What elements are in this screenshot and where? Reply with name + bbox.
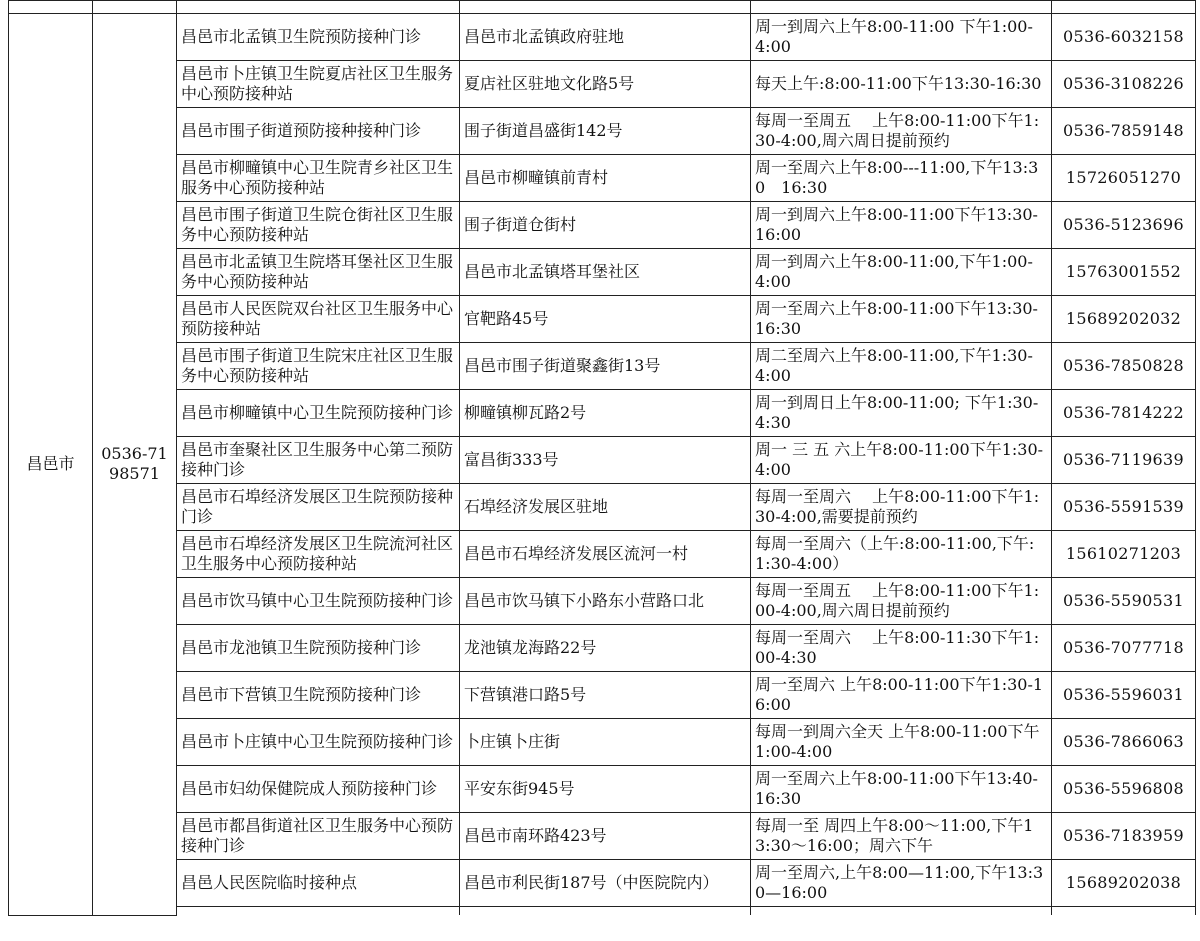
table-row [9,61,1196,108]
site-hours-cell: 周一至周六,上午8:00—11:00,下午13:30—16:00 [751,860,1052,907]
hotline-cell: 0536-7198571 [93,14,177,916]
site-hours-cell: 周一至周六 上午8:00-11:00下午1:30-16:00 [751,672,1052,719]
site-hours-cell: 周一到周日上午8:00-11:00; 下午1:30-4:30 [751,390,1052,437]
site-name-cell: 昌邑市北孟镇卫生院预防接种门诊 [177,14,460,61]
site-address-cell: 石埠经济发展区驻地 [460,484,751,531]
site-hours-cell: 每周一到周六全天 上午8:00-11:00下午1:00-4:00 [751,719,1052,766]
table-row [9,202,1196,249]
site-hours-cell: 周一至周六上午8:00---11:00,下午13:30 16:30 [751,155,1052,202]
site-phone-cell: 0536-5590531 [1052,578,1196,625]
table-row [9,343,1196,390]
site-address-cell: 下营镇港口路5号 [460,672,751,719]
table-row [9,437,1196,484]
table-body [9,1,1196,916]
site-phone-cell: 0536-6032158 [1052,14,1196,61]
site-address-cell: 昌邑市南环路423号 [460,813,751,860]
site-address-cell: 昌邑市围子街道聚鑫街13号 [460,343,751,390]
site-name-cell: 昌邑市柳疃镇中心卫生院预防接种门诊 [177,390,460,437]
table-row [9,249,1196,296]
site-name-cell: 昌邑市围子街道卫生院仓街社区卫生服务中心预防接种站 [177,202,460,249]
site-hours-cell: 每周一至周五 上午8:00-11:00下午1:30-4:00,周六周日提前预约 [751,108,1052,155]
site-address-cell: 龙池镇龙海路22号 [460,625,751,672]
site-address-cell: 昌邑市柳疃镇前青村 [460,155,751,202]
site-phone-cell: 0536-5596031 [1052,672,1196,719]
site-name-cell: 昌邑市饮马镇中心卫生院预防接种门诊 [177,578,460,625]
site-hours-cell: 周一到周六上午8:00-11:00下午13:30-16:00 [751,202,1052,249]
site-name-cell: 昌邑市卜庄镇中心卫生院预防接种门诊 [177,719,460,766]
site-phone-cell: 15689202032 [1052,296,1196,343]
site-hours-cell: 周二至周六上午8:00-11:00,下午1:30-4:00 [751,343,1052,390]
table-row [9,625,1196,672]
site-phone-cell: 0536-5596808 [1052,766,1196,813]
site-address-cell: 昌邑市利民街187号（中医院院内） [460,860,751,907]
site-hours-cell: 周一到周六上午8:00-11:00 下午1:00-4:00 [751,14,1052,61]
table-row [9,14,1196,61]
site-hours-cell: 周一到周六上午8:00-11:00,下午1:00-4:00 [751,249,1052,296]
site-phone-cell: 15726051270 [1052,155,1196,202]
site-hours-cell: 周一至周六上午8:00-11:00下午13:40-16:30 [751,766,1052,813]
site-name-cell: 昌邑市人民医院双台社区卫生服务中心预防接种站 [177,296,460,343]
site-hours-cell: 每周一至周五 上午8:00-11:00下午1:00-4:00,周六周日提前预约 [751,578,1052,625]
site-phone-cell: 0536-5591539 [1052,484,1196,531]
site-address-cell: 富昌街333号 [460,437,751,484]
table-row [9,813,1196,860]
vaccination-sites-table [8,0,1196,916]
site-hours-cell: 周一 三 五 六上午8:00-11:00下午1:30-4:00 [751,437,1052,484]
site-hours-cell: 每天上午:8:00-11:00下午13:30-16:30 [751,61,1052,108]
site-address-cell: 昌邑市北孟镇政府驻地 [460,14,751,61]
site-name-cell: 昌邑市都昌街道社区卫生服务中心预防接种门诊 [177,813,460,860]
site-phone-cell: 0536-5123696 [1052,202,1196,249]
table-row-cutoff-bottom [9,907,1196,916]
table-row [9,390,1196,437]
table-row [9,578,1196,625]
table-row [9,860,1196,907]
site-phone-cell: 0536-3108226 [1052,61,1196,108]
site-address-cell: 昌邑市北孟镇塔耳堡社区 [460,249,751,296]
table-row [9,531,1196,578]
site-phone-cell: 0536-7859148 [1052,108,1196,155]
site-name-cell: 昌邑市围子街道预防接种接种门诊 [177,108,460,155]
site-name-cell: 昌邑市卜庄镇卫生院夏店社区卫生服务中心预防接种站 [177,61,460,108]
site-hours-cell: 每周一至 周四上午8:00～11:00,下午13:30～16:00；周六下午 [751,813,1052,860]
site-hours-cell: 每周一至周六 上午8:00-11:30下午1:00-4:30 [751,625,1052,672]
table-row [9,296,1196,343]
site-address-cell: 柳疃镇柳瓦路2号 [460,390,751,437]
site-phone-cell: 15610271203 [1052,531,1196,578]
site-name-cell: 昌邑市奎聚社区卫生服务中心第二预防接种门诊 [177,437,460,484]
table-row [9,766,1196,813]
table-row [9,719,1196,766]
site-phone-cell: 0536-7183959 [1052,813,1196,860]
site-hours-cell: 每周一至周六 上午8:00-11:00下午1:30-4:00,需要提前预约 [751,484,1052,531]
site-name-cell: 昌邑市北孟镇卫生院塔耳堡社区卫生服务中心预防接种站 [177,249,460,296]
site-address-cell: 官靶路45号 [460,296,751,343]
site-phone-cell: 15763001552 [1052,249,1196,296]
site-hours-cell: 周一至周六上午8:00-11:00下午13:30-16:30 [751,296,1052,343]
site-phone-cell: 15689202038 [1052,860,1196,907]
table-row [9,672,1196,719]
site-name-cell: 昌邑市龙池镇卫生院预防接种门诊 [177,625,460,672]
site-name-cell: 昌邑市石埠经济发展区卫生院流河社区卫生服务中心预防接种站 [177,531,460,578]
site-address-cell: 平安东街945号 [460,766,751,813]
site-phone-cell: 0536-7866063 [1052,719,1196,766]
site-phone-cell: 0536-7850828 [1052,343,1196,390]
table-row [9,484,1196,531]
site-hours-cell: 每周一至周六（上午:8:00-11:00,下午:1:30-4:00） [751,531,1052,578]
table-row-cutoff-top [9,1,1196,14]
site-address-cell: 围子街道仓街村 [460,202,751,249]
site-address-cell: 围子街道昌盛街142号 [460,108,751,155]
site-phone-cell: 0536-7077718 [1052,625,1196,672]
site-address-cell: 昌邑市石埠经济发展区流河一村 [460,531,751,578]
vaccination-sites-sheet [8,0,1195,916]
site-phone-cell: 0536-7814222 [1052,390,1196,437]
site-address-cell: 夏店社区驻地文化路5号 [460,61,751,108]
site-name-cell: 昌邑人民医院临时接种点 [177,860,460,907]
site-address-cell: 昌邑市饮马镇下小路东小营路口北 [460,578,751,625]
site-address-cell: 卜庄镇卜庄街 [460,719,751,766]
table-row [9,155,1196,202]
site-name-cell: 昌邑市围子街道卫生院宋庄社区卫生服务中心预防接种站 [177,343,460,390]
site-name-cell: 昌邑市妇幼保健院成人预防接种门诊 [177,766,460,813]
city-cell: 昌邑市 [9,14,93,916]
site-phone-cell: 0536-7119639 [1052,437,1196,484]
site-name-cell: 昌邑市石埠经济发展区卫生院预防接种门诊 [177,484,460,531]
site-name-cell: 昌邑市柳疃镇中心卫生院青乡社区卫生服务中心预防接种站 [177,155,460,202]
site-name-cell: 昌邑市下营镇卫生院预防接种门诊 [177,672,460,719]
table-row [9,108,1196,155]
